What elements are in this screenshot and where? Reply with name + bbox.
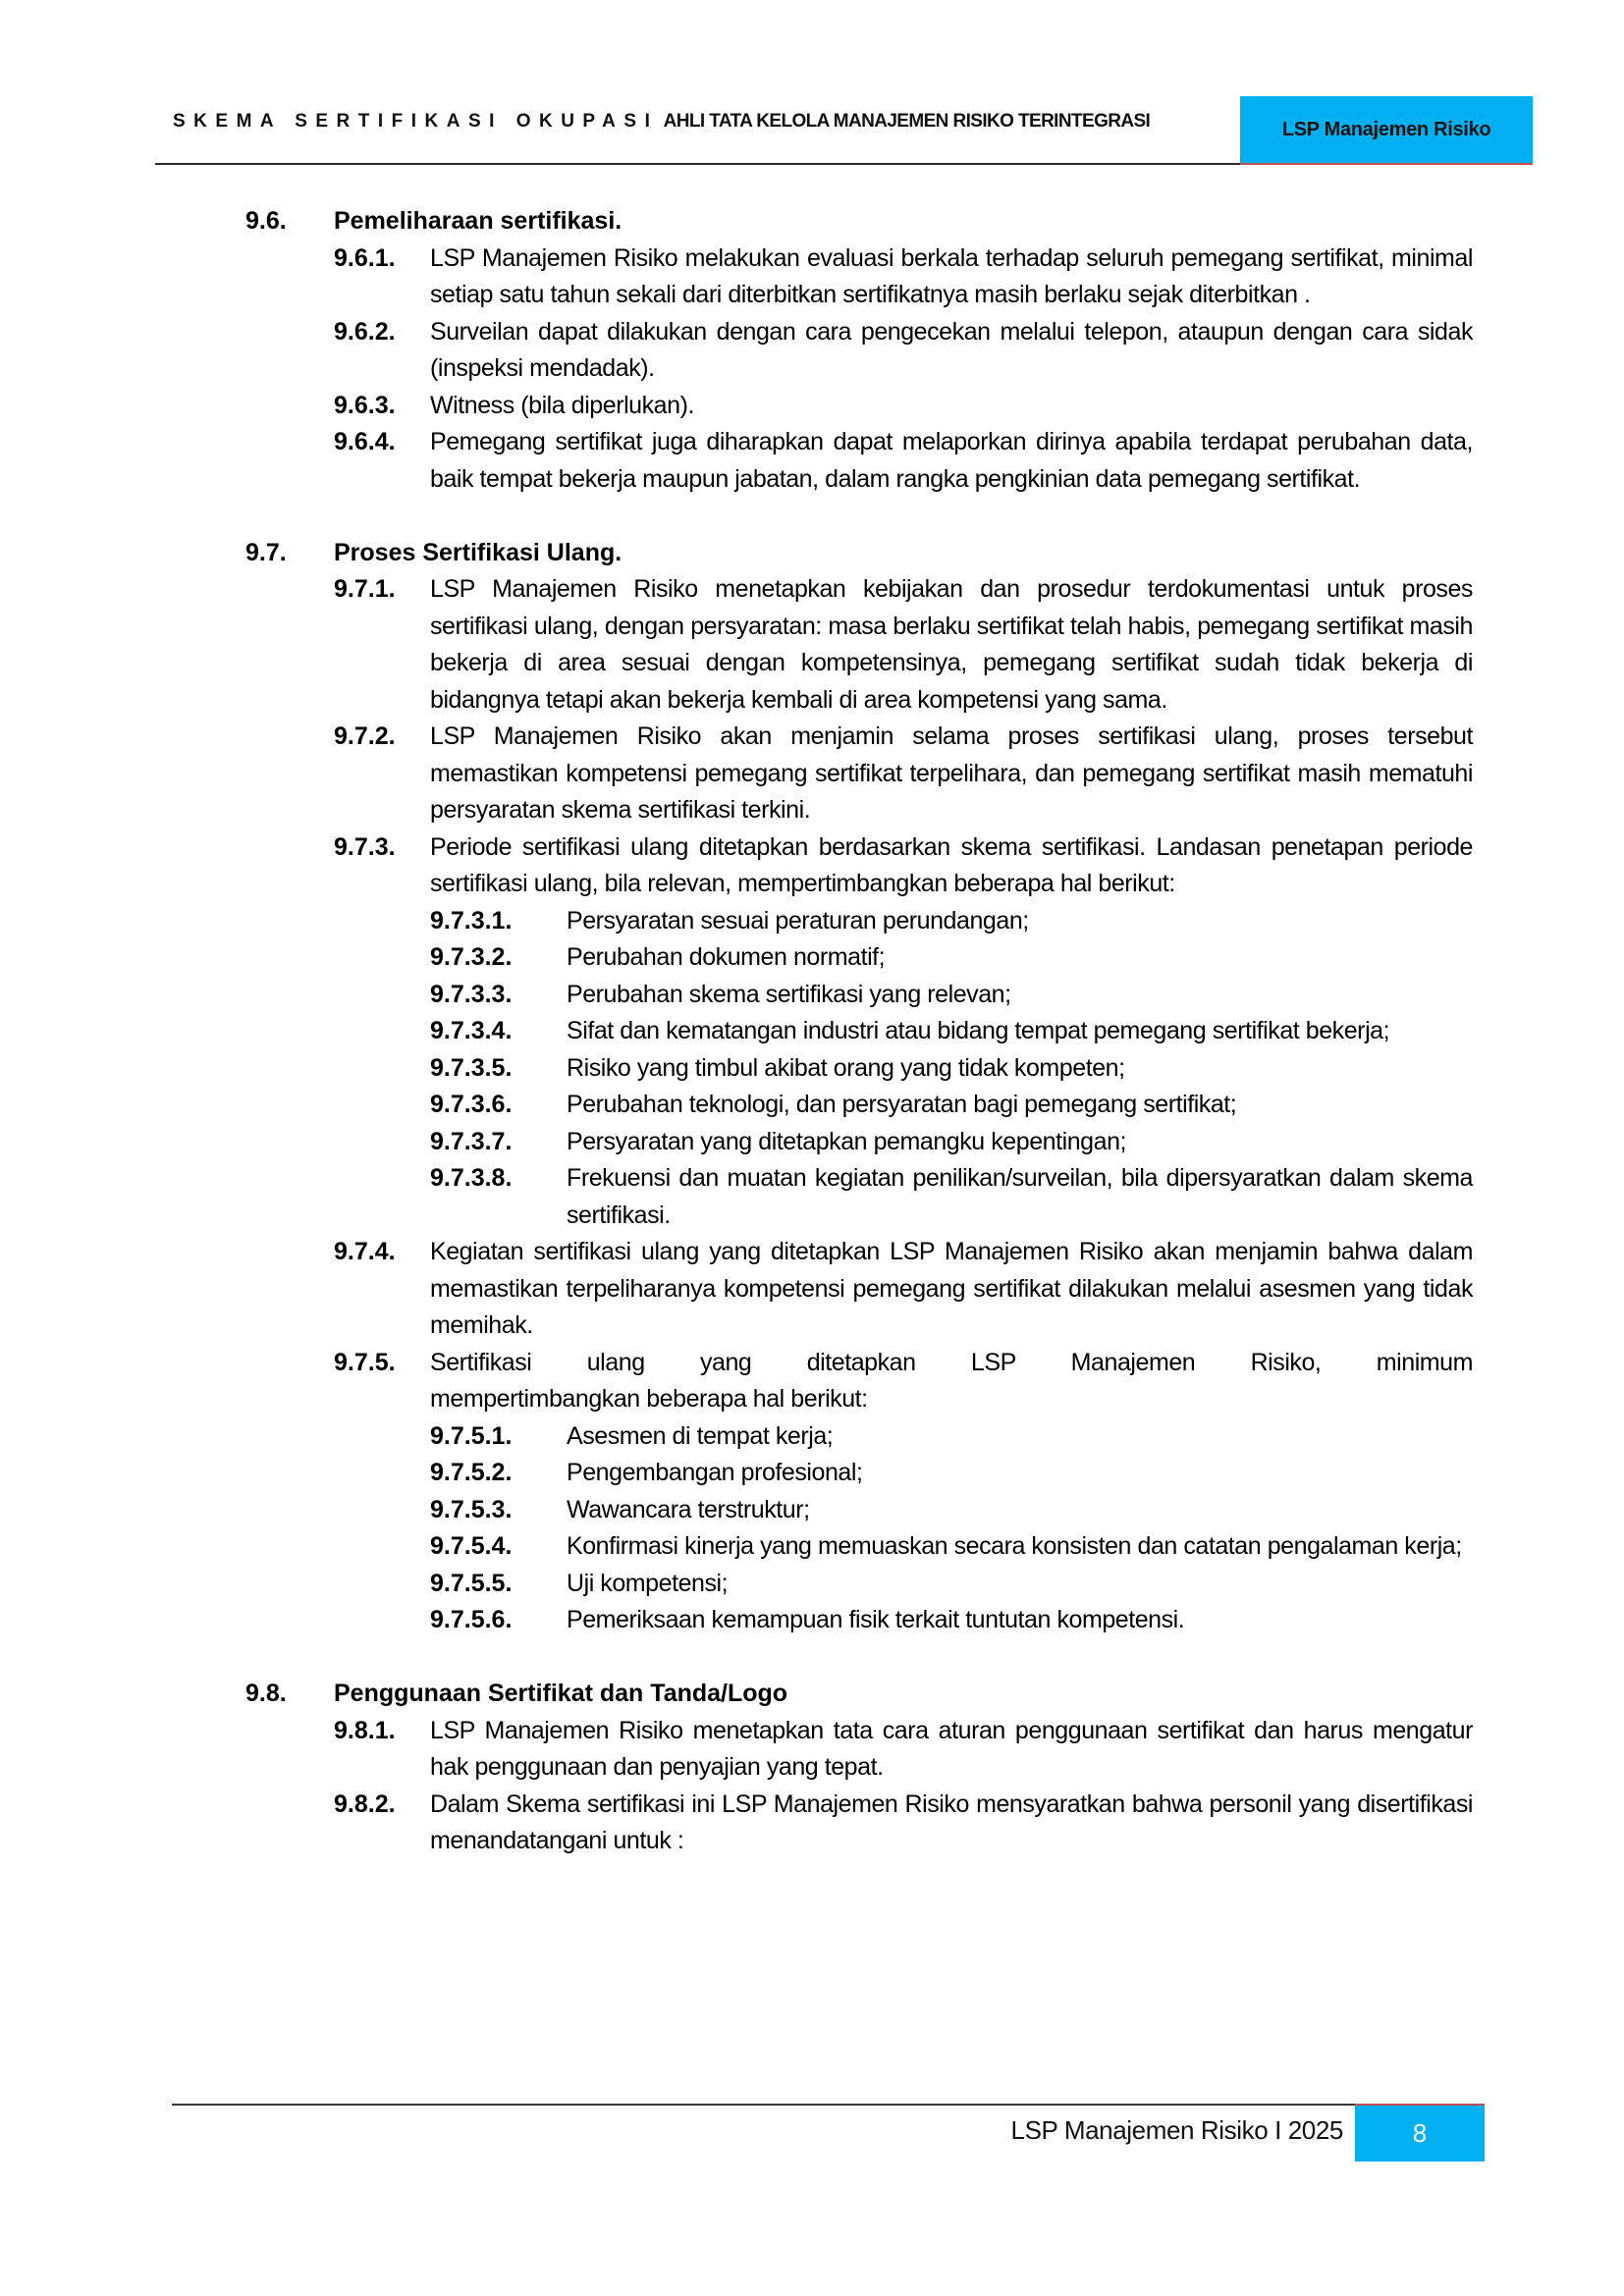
list-item — [0, 424, 1473, 498]
subitem-number: 9.7.5.5. — [430, 1569, 513, 1597]
subitem-text: Konfirmasi kinerja yang memuaskan secara konsisten dan catatan pengalaman kerja; — [567, 1532, 1462, 1560]
sub-list-item — [0, 1602, 1473, 1639]
list-item — [0, 1713, 1473, 1787]
subitem-text: Pemeriksaan kemampuan fisik terkait tuntutan kompetensi. — [567, 1606, 1185, 1633]
list-item — [0, 388, 1473, 425]
spacer — [0, 1639, 1624, 1677]
subitem-number: 9.7.3.1. — [430, 906, 513, 934]
list-item — [0, 829, 1473, 903]
subitem-text: Risiko yang timbul akibat orang yang tidak kompeten; — [567, 1053, 1125, 1082]
document-body — [0, 203, 1624, 1860]
sub-list-item — [0, 1013, 1473, 1050]
subitem-text: Sifat dan kematangan industri atau bidang tempat pemegang sertifikat bekerja; — [567, 1017, 1390, 1044]
header-divider — [155, 163, 1240, 165]
item-text-line: mempertimbangkan beberapa hal berikut: — [430, 1385, 868, 1413]
sub-list-item — [0, 903, 1473, 940]
subitem-number: 9.7.5.4. — [430, 1532, 513, 1560]
subitem-text: Perubahan dokumen normatif; — [567, 943, 886, 971]
section-number: 9.7. — [245, 538, 287, 566]
item-text-line: Sertifikasi ulang yang ditetapkan LSP Manajemen Risiko, minimum — [430, 1348, 1473, 1376]
subitem-number: 9.7.5.3. — [430, 1495, 513, 1523]
section-title: Penggunaan Sertifikat dan Tanda/Logo — [334, 1680, 788, 1707]
sub-list-item — [0, 1124, 1473, 1161]
item-number: 9.7.4. — [334, 1238, 396, 1265]
section-number: 9.8. — [245, 1680, 287, 1707]
section-number: 9.6. — [245, 207, 287, 235]
item-text: Pemegang sertifikat juga diharapkan dapat melaporkan dirinya apabila terdapat perubahan data, baik tempat bekerja maupun jabatan, dalam rangka pengkinian data pemegang sertifikat. — [430, 428, 1473, 493]
item-number: 9.6.4. — [334, 428, 396, 455]
item-text: LSP Manajemen Risiko akan menjamin selama proses sertifikasi ulang, proses tersebut memastikan kompetensi pemegang sertifikat terpelihara, dan pemegang sertifikat masih mematuhi persyaratan skema sertifikasi terkini. — [430, 722, 1473, 824]
header-org-badge — [1240, 96, 1533, 164]
subitem-number: 9.7.3.6. — [430, 1091, 513, 1118]
subitem-number: 9.7.3.4. — [430, 1017, 513, 1044]
subitem-number: 9.7.3.3. — [430, 980, 513, 1008]
subitem-text: Uji kompetensi; — [567, 1569, 729, 1597]
sub-list-item — [0, 1418, 1473, 1456]
subitem-text: Asesmen di tempat kerja; — [567, 1421, 834, 1450]
footer-label: LSP Manajemen Risiko I 2025 — [1010, 2115, 1343, 2145]
item-text: LSP Manajemen Risiko melakukan evaluasi berkala terhadap seluruh pemegang sertifikat, minimal setiap satu tahun sekali dari diterbitkan sertifikatnya masih berlaku sejak diterbitkan . — [430, 243, 1473, 308]
list-item — [0, 571, 1473, 719]
subitem-text: Wawancara terstruktur; — [567, 1495, 810, 1523]
footer-divider — [172, 2104, 1355, 2106]
header-org-label: LSP Manajemen Risiko — [1281, 119, 1491, 140]
subitem-text: Perubahan skema sertifikasi yang relevan; — [567, 980, 1011, 1008]
header-scheme-label: SKEMA SERTIFIKASI OKUPASI — [173, 111, 659, 132]
item-number: 9.8.1. — [334, 1716, 396, 1744]
section-title: Proses Sertifikasi Ulang. — [334, 538, 623, 566]
sub-list-item — [0, 1050, 1473, 1088]
page-number-badge — [1355, 2106, 1485, 2162]
subitem-text: Perubahan teknologi, dan persyaratan bagi pemegang sertifikat; — [567, 1091, 1237, 1118]
subitem-number: 9.7.5.1. — [430, 1421, 513, 1450]
list-item — [0, 1345, 1473, 1418]
section-heading — [0, 1676, 1473, 1713]
list-item — [0, 1234, 1473, 1345]
item-text: LSP Manajemen Risiko menetapkan tata cara aturan penggunaan sertifikat dan harus mengatur hak penggunaan dan penyajian yang tepat. — [430, 1716, 1473, 1781]
subitem-text: Pengembangan profesional; — [567, 1459, 863, 1486]
sub-list-item — [0, 977, 1473, 1014]
sub-list-item — [0, 1528, 1473, 1566]
subitem-number: 9.7.3.2. — [430, 943, 513, 971]
item-text: Surveilan dapat dilakukan dengan cara pengecekan melalui telepon, ataupun dengan cara sidak (inspeksi mendadak). — [430, 317, 1473, 382]
list-item — [0, 719, 1473, 829]
item-number: 9.7.3. — [334, 832, 396, 861]
subitem-number: 9.7.3.7. — [430, 1127, 513, 1155]
item-text: Kegiatan sertifikasi ulang yang ditetapkan LSP Manajemen Risiko akan menjamin bahwa dalam memastikan terpeliharanya kompetensi pemegang sertifikat dilakukan melalui asesmen yang tidak memihak. — [430, 1238, 1473, 1339]
subitem-number: 9.7.3.8. — [430, 1164, 513, 1192]
item-number: 9.7.2. — [334, 722, 396, 750]
running-header-title — [173, 111, 1150, 133]
subitem-number: 9.7.3.5. — [430, 1053, 513, 1082]
item-number: 9.7.1. — [334, 575, 396, 603]
subitem-number: 9.7.5.6. — [430, 1606, 513, 1633]
page-number: 8 — [1412, 2118, 1428, 2148]
item-number: 9.6.2. — [334, 317, 396, 346]
sub-list-item — [0, 1087, 1473, 1124]
sub-list-item — [0, 939, 1473, 977]
item-text: Periode sertifikasi ulang ditetapkan berdasarkan skema sertifikasi. Landasan penetapan periode sertifikasi ulang, bila relevan, mempertimbangkan beberapa hal berikut: — [430, 832, 1473, 897]
section-title: Pemeliharaan sertifikasi. — [334, 207, 623, 235]
item-number: 9.7.5. — [334, 1348, 396, 1376]
section-heading — [0, 535, 1473, 572]
item-number: 9.6.1. — [334, 243, 396, 272]
sub-list-item — [0, 1566, 1473, 1603]
subitem-text: Frekuensi dan muatan kegiatan penilikan/surveilan, bila dipersyaratkan dalam skema sertifikasi. — [567, 1164, 1473, 1229]
header-scheme-name: AHLI TATA KELOLA MANAJEMEN RISIKO TERINTEGRASI — [663, 111, 1151, 132]
item-text: LSP Manajemen Risiko menetapkan kebijakan dan prosedur terdokumentasi untuk proses sertifikasi ulang, dengan persyaratan: masa berlaku sertifikat telah habis, pemegang sertifikat masih bekerja di area sesuai dengan kompetensinya, pemegang sertifikat sudah tidak bekerja di bidangnya tetapi akan bekerja kembali di area kompetensi yang sama. — [430, 575, 1473, 714]
item-number: 9.8.2. — [334, 1789, 396, 1818]
item-text — [430, 1345, 1473, 1418]
item-text: Dalam Skema sertifikasi ini LSP Manajemen Risiko mensyaratkan bahwa personil yang disertifikasi menandatangani untuk : — [430, 1789, 1473, 1854]
sub-list-item — [0, 1160, 1473, 1234]
sub-list-item — [0, 1455, 1473, 1492]
item-text: Witness (bila diperlukan). — [430, 391, 694, 419]
list-item — [0, 1787, 1473, 1860]
sub-list-item — [0, 1492, 1473, 1529]
header-divider-accent — [1240, 163, 1533, 165]
subitem-text: Persyaratan sesuai peraturan perundangan; — [567, 906, 1029, 934]
subitem-text: Persyaratan yang ditetapkan pemangku kepentingan; — [567, 1127, 1127, 1155]
subitem-number: 9.7.5.2. — [430, 1459, 513, 1486]
section-heading — [0, 203, 1473, 240]
list-item — [0, 314, 1473, 388]
list-item — [0, 240, 1473, 314]
spacer — [0, 498, 1624, 535]
item-number: 9.6.3. — [334, 391, 396, 419]
